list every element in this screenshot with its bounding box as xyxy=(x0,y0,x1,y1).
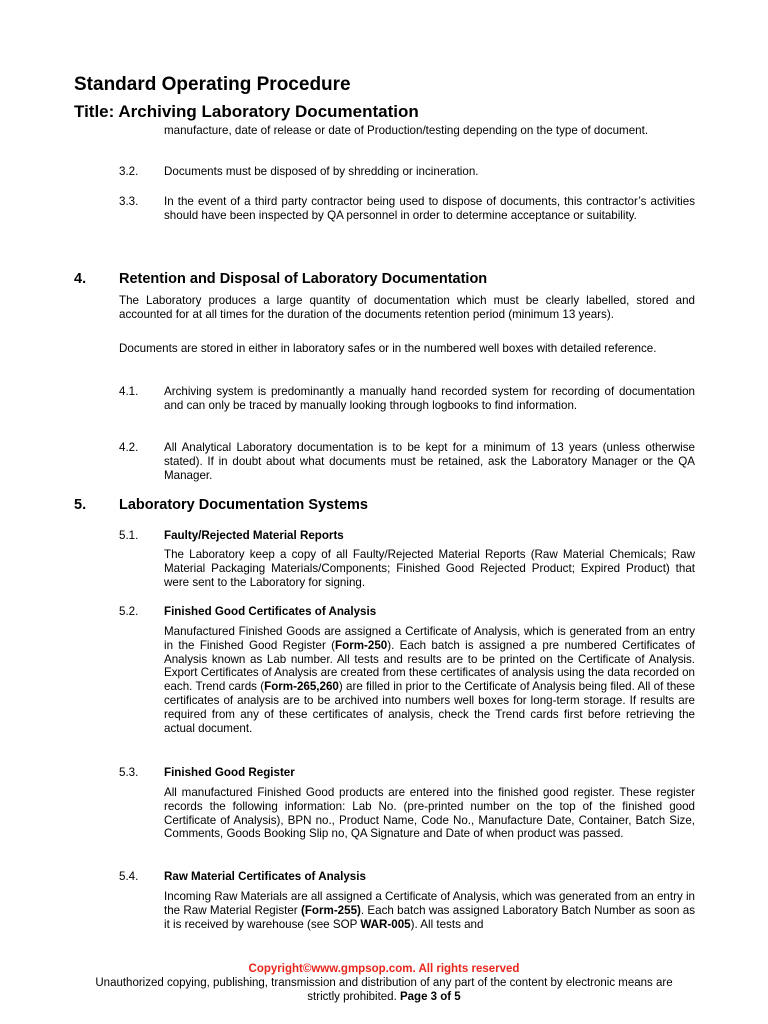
section-number: 5. xyxy=(74,497,87,513)
subsection-number: 5.4. xyxy=(119,870,139,883)
text-run: Incoming Raw Materials are all assigned a Certificate of Analysis, which was generated from an entry in the Raw Material Register xyxy=(164,890,695,917)
text-run: ) are filled in prior to the Certificate of Analysis being filed. All of these certificates of analysis are to be archived into numbers well boxes for long-term storage. If results are required from any of these certificates of analysis, check the Trend cards first before retrieving the actual document. xyxy=(164,680,695,735)
subsection-number: 5.1. xyxy=(119,529,139,542)
section-number: 4. xyxy=(74,271,87,287)
section-heading: Retention and Disposal of Laboratory Documentation xyxy=(119,271,488,287)
item-number: 4.2. xyxy=(119,441,139,454)
copying-warning xyxy=(0,976,768,1004)
page-footer xyxy=(0,962,768,1004)
subsection-text: All manufactured Finished Good products are entered into the finished good register. These register records the following information: Lab No. (pre-printed number on the top of the finished good Certificate of Analysis), BPN no., Product Name, Code No., Manufacture Date, Container, Batch Size, Comments, Goods Booking Slip no, QA Signature and Date of when product was passed. xyxy=(164,786,695,841)
item-text: In the event of a third party contractor being used to dispose of documents, this contractor’s activities should have been inspected by QA personnel in order to determine acceptance or suitability. xyxy=(164,195,695,222)
copyright-notice: Copyright©www.gmpsop.com. All rights reserved xyxy=(248,963,520,975)
section-paragraph: Documents are stored in either in laboratory safes or in the numbered well boxes with detailed reference. xyxy=(119,342,657,355)
warning-text: Unauthorized copying, publishing, transmission and distribution of any part of the content by electronic means are strictly prohibited. xyxy=(95,977,673,1003)
item-number: 3.3. xyxy=(119,195,139,208)
subsection-title: Raw Material Certificates of Analysis xyxy=(164,870,366,883)
item-text: Archiving system is predominantly a manually hand recorded system for recording of documentation and can only be traced by manually looking through logbooks to find information. xyxy=(164,385,695,412)
subsection-text xyxy=(164,890,695,931)
section-heading: Laboratory Documentation Systems xyxy=(119,497,368,513)
subsection-number: 5.3. xyxy=(119,766,139,779)
subsection-title: Faulty/Rejected Material Reports xyxy=(164,529,344,542)
continuation-text: manufacture, date of release or date of Production/testing depending on the type of document. xyxy=(164,124,649,137)
subsection-number: 5.2. xyxy=(119,605,139,618)
subsection-title: Finished Good Certificates of Analysis xyxy=(164,605,377,618)
subsection-text xyxy=(164,625,695,735)
text-run: Manufactured Finished Goods are assigned a Certificate of Analysis, which is generated from an entry in the Finished Good Register ( xyxy=(164,625,695,652)
item-number: 4.1. xyxy=(119,385,139,398)
form-reference: Form-265,260 xyxy=(264,680,339,694)
item-text: All Analytical Laboratory documentation is to be kept for a minimum of 13 years (unless otherwise stated). If in doubt about what documents must be retained, ask the Laboratory Manager or the QA Manager. xyxy=(164,441,695,482)
text-run: ). Each batch is assigned a pre numbered Certificates of Analysis known as Lab number. All tests and results are to be printed on the Certificate of Analysis. Export Certificates of Analysis are created from these certificates of analysis using the data recorded on each. Trend cards ( xyxy=(164,638,696,694)
section-paragraph: The Laboratory produces a large quantity of documentation which must be clearly labelled, stored and accounted for at all times for the duration of the documents retention period (minimum 13 years). xyxy=(119,294,695,321)
item-text: Documents must be disposed of by shredding or incineration. xyxy=(164,165,479,178)
text-run: ). All tests and xyxy=(410,917,484,931)
page-number: Page 3 of 5 xyxy=(399,991,461,1003)
form-reference: (Form-255) xyxy=(300,903,361,917)
subsection-title: Finished Good Register xyxy=(164,766,295,779)
form-reference: Form-250 xyxy=(335,638,388,652)
document-subtitle: Title: Archiving Laboratory Documentation xyxy=(74,102,419,121)
text-run: . Each batch was assigned Laboratory Batch Number as soon as it is received by warehouse (see SOP xyxy=(164,903,695,931)
item-number: 3.2. xyxy=(119,165,139,178)
sop-reference: WAR-005 xyxy=(360,917,411,931)
subsection-text: The Laboratory keep a copy of all Faulty/Rejected Material Reports (Raw Material Chemicals; Raw Material Packaging Materials/Components; Finished Good Rejected Product; Expired Product) that were sent to the Laboratory for signing. xyxy=(164,548,695,589)
document-title: Standard Operating Procedure xyxy=(74,74,351,95)
